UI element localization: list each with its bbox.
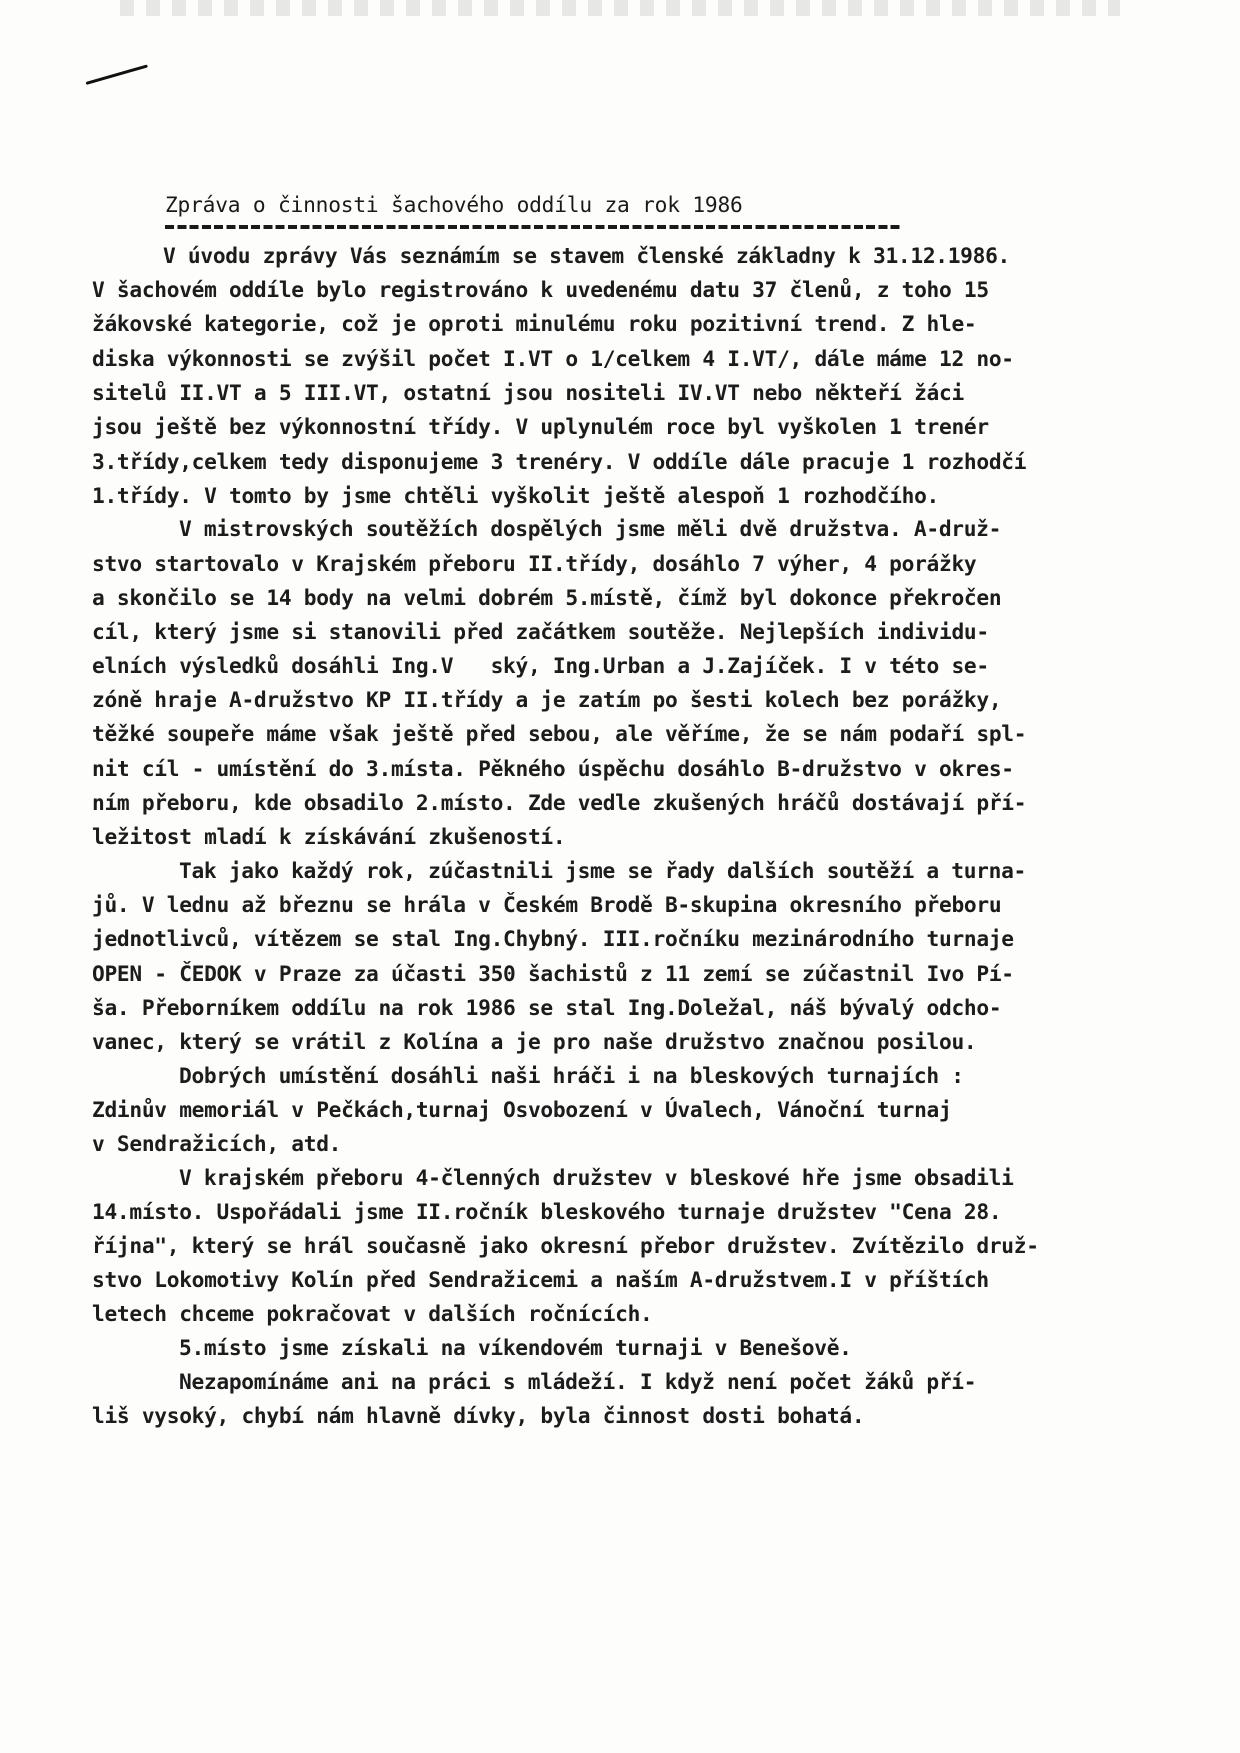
text-line: Tak jako každý rok, zúčastnili jsme se řady dalších soutěží a turna- bbox=[179, 858, 1027, 883]
text-line: elních výsledků dosáhli Ing.V ský, Ing.Urban a J.Zajíček. I v této se- bbox=[92, 653, 989, 678]
text-line: října", který se hrál současně jako okresní přebor družstev. Zvítězilo druž- bbox=[92, 1233, 1039, 1258]
text-line: jednotlivců, vítězem se stal Ing.Chybný. III.ročníku mezinárodního turnaje bbox=[92, 926, 1014, 951]
text-line: a skončilo se 14 body na velmi dobrém 5.místě, čímž byl dokonce překročen bbox=[92, 585, 1002, 610]
text-line: nit cíl - umístění do 3.místa. Pěkného úspěchu dosáhlo B-družstvo v okres- bbox=[92, 756, 1014, 781]
text-line: cíl, který jsme si stanovili před začátkem soutěže. Nejlepších individu- bbox=[92, 619, 989, 644]
text-line: těžké soupeře máme však ještě před sebou, ale věříme, že se nám podaří spl- bbox=[92, 721, 1027, 746]
text-line: V úvodu zprávy Vás seznámím se stavem členské základny k 31.12.1986. bbox=[163, 243, 1011, 268]
text-line: Nezapomínáme ani na práci s mládeží. I když není počet žáků pří- bbox=[179, 1369, 977, 1394]
text-line: letech chceme pokračovat v dalších ročnících. bbox=[92, 1301, 653, 1326]
text-line: žákovské kategorie, což je oproti minulému roku pozitivní trend. Z hle- bbox=[92, 311, 977, 336]
text-line: OPEN - ČEDOK v Praze za účasti 350 šachistů z 11 zemí se zúčastnil Ivo Pí- bbox=[92, 961, 1014, 986]
text-line: sitelů II.VT a 5 III.VT, ostatní jsou nositeli IV.VT nebo někteří žáci bbox=[92, 380, 964, 405]
text-line: Zdinův memoriál v Pečkách,turnaj Osvobození v Úvalech, Vánoční turnaj bbox=[92, 1097, 952, 1122]
text-line: ša. Přeborníkem oddílu na rok 1986 se stal Ing.Doležal, náš bývalý odcho- bbox=[92, 995, 1002, 1020]
text-line: stvo startovalo v Krajském přeboru II.třídy, dosáhlo 7 výher, 4 porážky bbox=[92, 551, 977, 576]
text-line: 5.místo jsme získali na víkendovém turnaji v Benešově. bbox=[179, 1335, 852, 1360]
text-line: V šachovém oddíle bylo registrováno k uvedenému datu 37 členů, z toho 15 bbox=[92, 277, 989, 302]
text-line: jsou ještě bez výkonnostní třídy. V uplynulém roce byl vyškolen 1 trenér bbox=[92, 414, 989, 439]
text-line: V mistrovských soutěžích dospělých jsme měli dvě družstva. A-druž- bbox=[179, 516, 1002, 541]
text-line: vanec, který se vrátil z Kolína a je pro naše družstvo značnou posilou. bbox=[92, 1029, 977, 1054]
text-line: 14.místo. Uspořádali jsme II.ročník bleskového turnaje družstev "Cena 28. bbox=[92, 1199, 1002, 1224]
text-line: v Sendražicích, atd. bbox=[92, 1131, 342, 1156]
text-line: stvo Lokomotivy Kolín před Sendražicemi a naším A-družstvem.I v příštích bbox=[92, 1267, 989, 1292]
text-line: ním přeboru, kde obsadilo 2.místo. Zde vedle zkušených hráčů dostávají pří- bbox=[92, 790, 1027, 815]
text-line: zóně hraje A-družstvo KP II.třídy a je zatím po šesti kolech bez porážky, bbox=[92, 687, 1002, 712]
text-line: 1.třídy. V tomto by jsme chtěli vyškolit ještě alespoň 1 rozhodčího. bbox=[92, 483, 940, 508]
text-line: ležitost mladí k získávání zkušeností. bbox=[92, 824, 566, 849]
text-line: diska výkonnosti se zvýšil počet I.VT o 1/celkem 4 I.VT/, dále máme 12 no- bbox=[92, 346, 1014, 371]
text-line: jů. V lednu až březnu se hrála v Českém Brodě B-skupina okresního přeboru bbox=[92, 892, 1002, 917]
text-line: liš vysoký, chybí nám hlavně dívky, byla činnost dosti bohatá. bbox=[92, 1403, 865, 1428]
text-line: 3.třídy,celkem tedy disponujeme 3 trenéry. V oddíle dále pracuje 1 rozhodčí bbox=[92, 449, 1027, 474]
document-title: Zpráva o činnosti šachového oddílu za rok 1986 bbox=[165, 192, 743, 217]
text-line: Dobrých umístění dosáhli naši hráči i na bleskových turnajích : bbox=[179, 1063, 964, 1088]
text-line: V krajském přeboru 4-členných družstev v bleskové hře jsme obsadili bbox=[179, 1165, 1014, 1190]
